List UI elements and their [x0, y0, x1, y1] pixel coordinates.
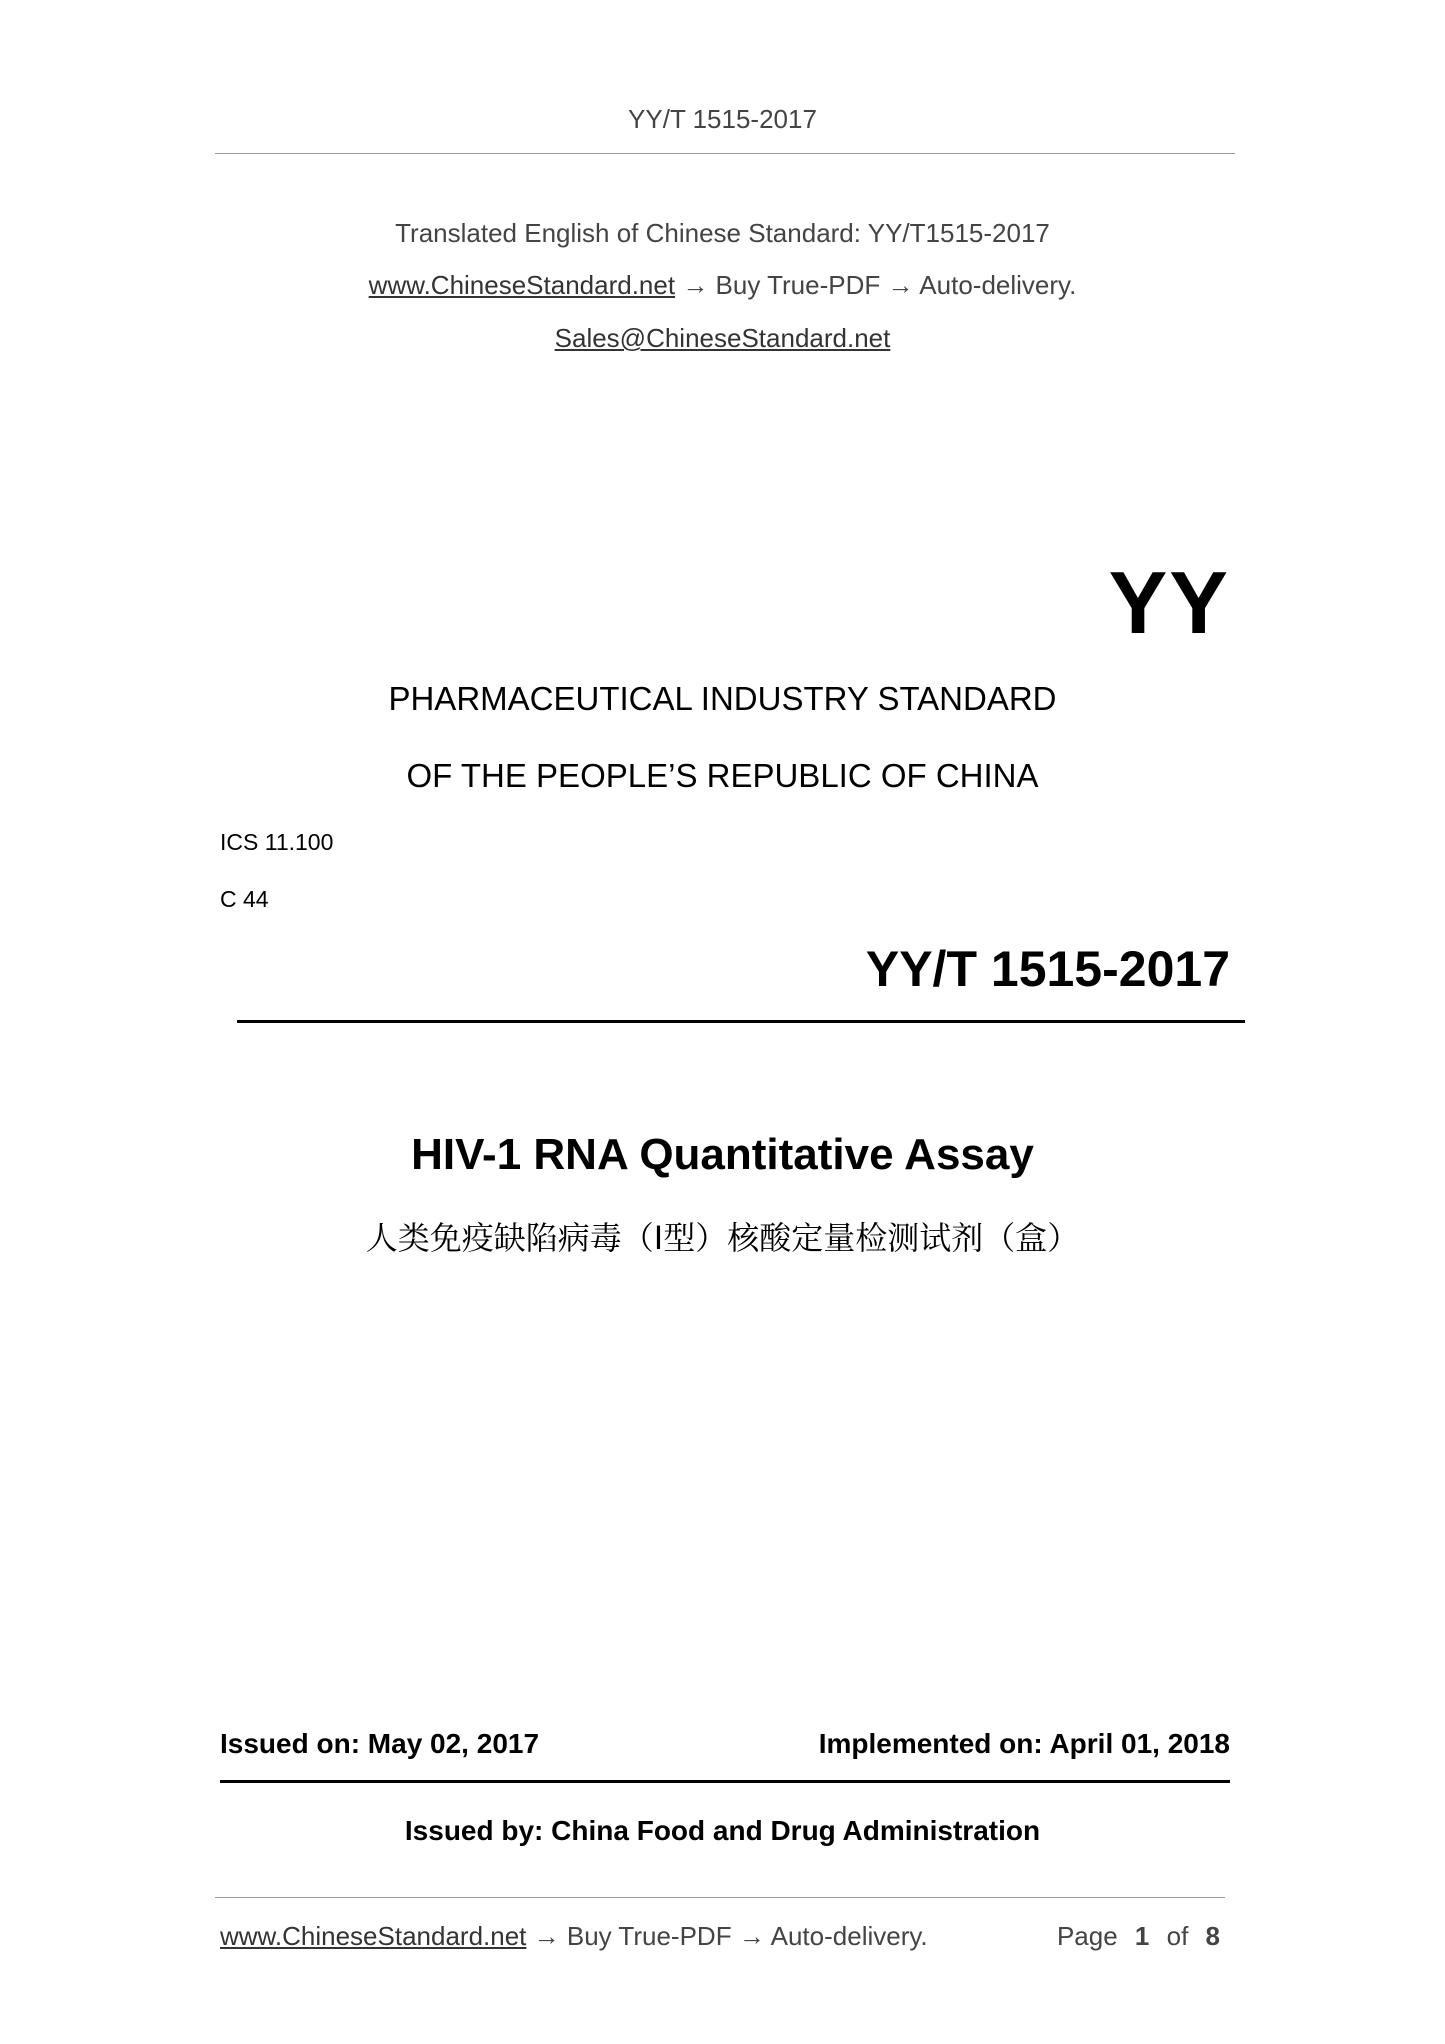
arrow-icon: →	[738, 1921, 765, 1951]
of-word: of	[1166, 1921, 1189, 1951]
page-word: Page	[1056, 1921, 1118, 1951]
page-indicator	[1057, 1921, 1220, 1952]
ccs-code: C 44	[220, 886, 269, 912]
title-english: HIV-1 RNA Quantitative Assay	[411, 1130, 1034, 1179]
arrow-icon: →	[887, 270, 914, 300]
buy-text: Buy True-PDF	[715, 270, 881, 300]
page-total: 8	[1205, 1921, 1220, 1951]
arrow-icon: →	[682, 270, 709, 300]
standard-mark: YY	[1108, 553, 1230, 652]
title-chinese: 人类免疫缺陷病毒（Ⅰ型）核酸定量检测试剂（盒）	[365, 1219, 1080, 1257]
footer-site-link[interactable]: www.ChineseStandard.net	[220, 1921, 527, 1951]
arrow-icon: →	[533, 1921, 560, 1951]
issued-by: Issued by: China Food and Drug Administration	[404, 1815, 1041, 1846]
standard-line-1: PHARMACEUTICAL INDUSTRY STANDARD	[388, 680, 1057, 717]
running-header: YY/T 1515-2017	[628, 104, 817, 134]
footer-buy-line	[220, 1921, 928, 1952]
issued-on: Issued on: May 02, 2017	[220, 1728, 540, 1759]
auto-text: Auto-delivery.	[919, 270, 1077, 300]
standard-number: YY/T 1515-2017	[865, 941, 1230, 997]
page-current: 1	[1134, 1921, 1150, 1951]
footer-buy-text: Buy True-PDF	[566, 1921, 732, 1951]
promo-buy-line	[0, 270, 1445, 301]
implemented-on: Implemented on: April 01, 2018	[818, 1728, 1230, 1759]
footer-divider	[215, 1897, 1225, 1898]
email-line	[0, 323, 1445, 354]
number-divider	[237, 1020, 1245, 1023]
dates-divider	[220, 1780, 1230, 1783]
site-link[interactable]: www.ChineseStandard.net	[368, 270, 676, 300]
email-link[interactable]: Sales@ChineseStandard.net	[554, 323, 891, 353]
ics-code: ICS 11.100	[220, 829, 334, 855]
translated-line: Translated English of Chinese Standard: YY/T1515-2017	[395, 218, 1050, 248]
footer-auto-text: Auto-delivery.	[770, 1921, 928, 1951]
header-divider	[215, 153, 1235, 154]
standard-line-2: OF THE PEOPLE’S REPUBLIC OF CHINA	[406, 757, 1039, 794]
